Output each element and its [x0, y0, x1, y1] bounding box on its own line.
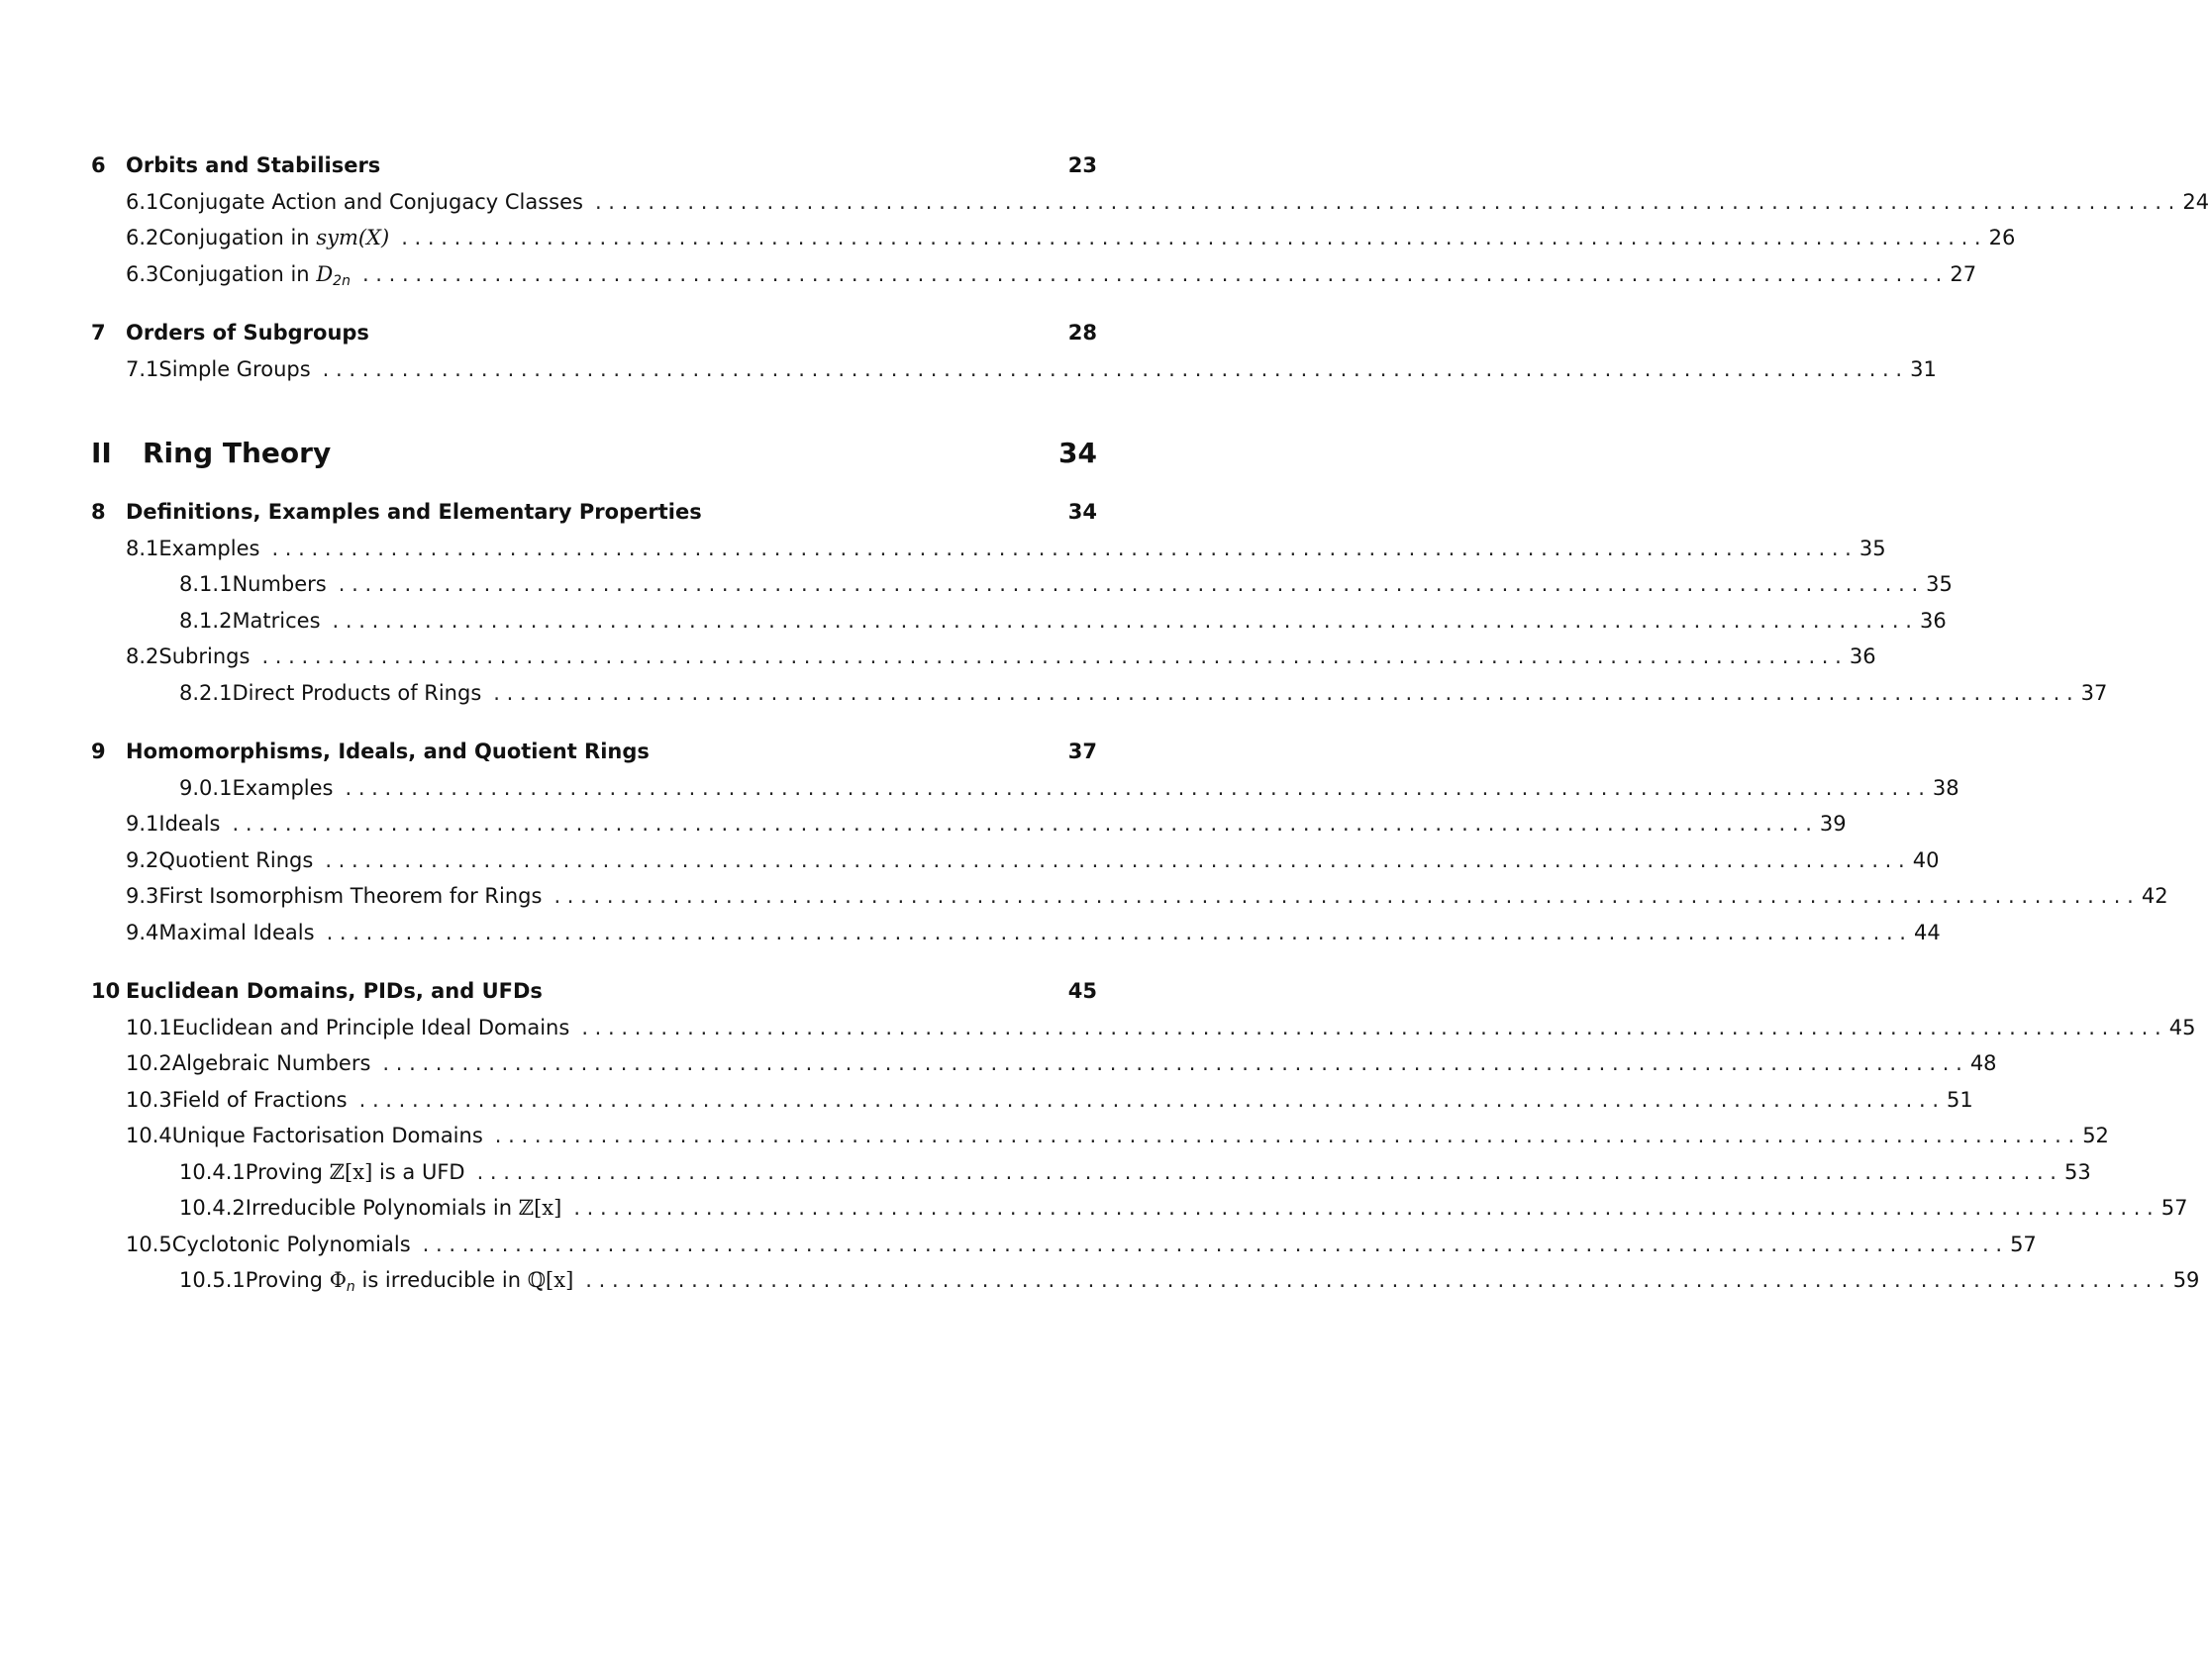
page-number: 45	[2168, 1015, 2196, 1039]
page-number: 24	[2182, 189, 2209, 214]
title-text: is a UFD	[378, 1159, 465, 1184]
dot-leader: . . . . . . . . . . . . . . . . . . . . . . . . . . . . . . . . . . . . . . . . . . . . . . . . . . . . . . . . . . . . . . . . . . . . . . . . . . . . . . . . . . . . . . . . . . . . . . . . . . . . . . . . . . . . . . . . . . . . . . . .	[553, 884, 2134, 908]
title-text: Proving	[245, 1268, 324, 1292]
subsection-number: 10.4.2	[179, 1196, 246, 1220]
toc-section-10-5[interactable]	[91, 1232, 2037, 1269]
subsection-number: 8.1.2	[179, 608, 233, 633]
section-title: Examples	[158, 536, 260, 560]
section-title: Field of Fractions	[171, 1087, 348, 1112]
toc-section-6-2[interactable]	[91, 226, 2016, 262]
spacer	[91, 298, 1097, 321]
page-number: 31	[1910, 356, 1937, 381]
page-number: 26	[1988, 226, 2016, 249]
section-title: Algebraic Numbers	[171, 1051, 371, 1075]
page-number: 35	[1858, 536, 1886, 560]
toc-section-10-3[interactable]	[91, 1087, 1973, 1125]
title-text: Conjugation in	[158, 261, 310, 286]
section-number: 10.5	[126, 1232, 172, 1256]
chapter-title: Orders of Subgroups	[126, 321, 369, 345]
toc-section-9-2[interactable]	[91, 847, 1940, 885]
section-number: 10.1	[126, 1015, 172, 1039]
chapter-number: 6	[91, 153, 106, 177]
dot-leader: . . . . . . . . . . . . . . . . . . . . . . . . . . . . . . . . . . . . . . . . . . . . . . . . . . . . . . . . . . . . . . . . . . . . . . . . . . . . . . . . . . . . . . . . . . . . . . . . . . . . . . . . . . . . . . . . . . . . . . . .	[232, 812, 1812, 836]
page-number: 42	[2141, 884, 2168, 908]
dot-leader: . . . . . . . . . . . . . . . . . . . . . . . . . . . . . . . . . . . . . . . . . . . . . . . . . . . . . . . . . . . . . . . . . . . . . . . . . . . . . . . . . . . . . . . . . . . . . . . . . . . . . . . . . . . . . . . . . . . . . . . .	[332, 608, 1912, 633]
part-number: II	[91, 437, 112, 469]
dot-leader: . . . . . . . . . . . . . . . . . . . . . . . . . . . . . . . . . . . . . . . . . . . . . . . . . . . . . . . . . . . . . . . . . . . . . . . . . . . . . . . . . . . . . . . . . . . . . . . . . . . . . . . . . . . . . . . . . . . . . . . .	[573, 1196, 2154, 1220]
dot-leader: . . . . . . . . . . . . . . . . . . . . . . . . . . . . . . . . . . . . . . . . . . . . . . . . . . . . . . . . . . . . . . . . . . . . . . . . . . . . . . . . . . . . . . . . . . . . . . . . . . . . . . . . . . . . . . . . . . . . . . . .	[594, 189, 2175, 214]
toc-section-10-1[interactable]	[91, 1015, 2196, 1052]
page-number: 53	[2063, 1159, 2091, 1184]
section-title: Cyclotonic Polynomials	[171, 1232, 411, 1256]
dot-leader: . . . . . . . . . . . . . . . . . . . . . . . . . . . . . . . . . . . . . . . . . . . . . . . . . . . . . . . . . . . . . . . . . . . . . . . . . . . . . . . . . . . . . . . . . . . . . . . . . . . . . . . . . . . . . . . . . . . . . . . .	[358, 1087, 1940, 1112]
chapter-title: Definitions, Examples and Elementary Properties	[126, 500, 702, 524]
page-number: 57	[2010, 1232, 2037, 1256]
toc-subsection-8-2-1[interactable]	[91, 680, 2108, 718]
dot-leader: . . . . . . . . . . . . . . . . . . . . . . . . . . . . . . . . . . . . . . . . . . . . . . . . . . . . . . . . . . . . . . . . . . . . . . . . . . . . . . . . . . . . . . . . . . . . . . . . . . . . . . . . . . . . . . . . . . . . . . . .	[338, 572, 1919, 596]
section-number: 8.2	[126, 644, 159, 668]
toc-section-10-2[interactable]	[91, 1051, 1997, 1088]
subsection-number: 8.1.1	[179, 572, 233, 596]
toc-section-9-4[interactable]	[91, 920, 1941, 957]
dot-leader: . . . . . . . . . . . . . . . . . . . . . . . . . . . . . . . . . . . . . . . . . . . . . . . . . . . . . . . . . . . . . . . . . . . . . . . . . . . . . . . . . . . . . . . . . . . . . . . . . . . . . . . . . . . . . . . . . . . . . . . .	[261, 644, 1842, 668]
page-number: 48	[1969, 1051, 1997, 1075]
chapter-title: Orbits and Stabilisers	[126, 153, 381, 177]
subsection-title	[246, 1196, 566, 1220]
math-subscript: n	[346, 1279, 355, 1295]
section-title: Simple Groups	[158, 356, 311, 381]
spacer	[91, 393, 1097, 437]
toc-section-7-1[interactable]	[91, 356, 1937, 394]
subsection-title: Numbers	[232, 572, 327, 596]
section-title: Maximal Ideals	[158, 920, 315, 944]
chapter-title: Euclidean Domains, PIDs, and UFDs	[126, 979, 543, 1003]
toc-subsection-10-4-1[interactable]	[91, 1159, 2091, 1197]
page-number: 37	[2080, 680, 2108, 705]
page-number: 51	[1947, 1087, 1973, 1112]
section-title	[158, 262, 354, 289]
toc-chapter-8[interactable]	[91, 500, 1097, 537]
dot-leader: . . . . . . . . . . . . . . . . . . . . . . . . . . . . . . . . . . . . . . . . . . . . . . . . . . . . . . . . . . . . . . . . . . . . . . . . . . . . . . . . . . . . . . . . . . . . . . . . . . . . . . . . . . . . . . . . . . . . . . . .	[581, 1015, 2161, 1039]
section-number: 10.2	[126, 1051, 172, 1075]
title-text: Irreducible Polynomials in	[245, 1196, 513, 1220]
section-number: 10.3	[126, 1087, 172, 1112]
toc-chapter-6[interactable]	[91, 153, 1097, 190]
section-title: Ideals	[158, 812, 221, 836]
chapter-number: 9	[91, 740, 106, 763]
section-title: First Isomorphism Theorem for Rings	[158, 884, 543, 908]
subsection-number: 9.0.1	[179, 775, 233, 800]
math-expression: ℤ[x]	[329, 1159, 373, 1184]
part-title: Ring Theory	[143, 437, 332, 469]
toc-subsection-8-1-1[interactable]	[91, 572, 1953, 609]
math-expression: D	[316, 261, 334, 286]
page-number: 40	[1912, 847, 1940, 872]
dot-leader: . . . . . . . . . . . . . . . . . . . . . . . . . . . . . . . . . . . . . . . . . . . . . . . . . . . . . . . . . . . . . . . . . . . . . . . . . . . . . . . . . . . . . . . . . . . . . . . . . . . . . . . . . . . . . . . . . . . . . . . .	[476, 1159, 2057, 1184]
subsection-title: Direct Products of Rings	[232, 680, 482, 705]
toc-section-8-2[interactable]	[91, 644, 1876, 681]
toc-chapter-7[interactable]	[91, 321, 1097, 357]
section-number: 9.4	[126, 920, 159, 944]
toc-subsection-10-5-1[interactable]	[91, 1268, 2200, 1305]
toc-section-6-3[interactable]	[91, 261, 1977, 299]
dot-leader: . . . . . . . . . . . . . . . . . . . . . . . . . . . . . . . . . . . . . . . . . . . . . . . . . . . . . . . . . . . . . . . . . . . . . . . . . . . . . . . . . . . . . . . . . . . . . . . . . . . . . . . . . . . . . . . . . . . . . . . .	[361, 261, 1943, 286]
section-number: 8.1	[126, 536, 159, 560]
page-number: 34	[1058, 437, 1097, 469]
math-expression: ℤ[x]	[518, 1196, 562, 1220]
section-number: 6.3	[126, 261, 159, 286]
section-title: Unique Factorisation Domains	[171, 1124, 483, 1147]
page-number: 28	[1067, 321, 1097, 345]
page-number: 52	[2082, 1124, 2109, 1147]
chapter-number: 10	[91, 979, 121, 1003]
toc-subsection-9-0-1[interactable]	[91, 775, 1959, 813]
page-number: 57	[2160, 1196, 2188, 1220]
toc-chapter-9[interactable]	[91, 740, 1097, 776]
toc-chapter-10[interactable]	[91, 979, 1097, 1016]
spacer	[91, 956, 1097, 979]
page-number: 37	[1067, 740, 1097, 763]
page-number: 59	[2172, 1268, 2200, 1292]
toc-subsection-10-4-2[interactable]	[91, 1196, 2188, 1233]
dot-leader: . . . . . . . . . . . . . . . . . . . . . . . . . . . . . . . . . . . . . . . . . . . . . . . . . . . . . . . . . . . . . . . . . . . . . . . . . . . . . . . . . . . . . . . . . . . . . . . . . . . . . . . . . . . . . . . . . . . . . . . .	[326, 920, 1906, 944]
dot-leader: . . . . . . . . . . . . . . . . . . . . . . . . . . . . . . . . . . . . . . . . . . . . . . . . . . . . . . . . . . . . . . . . . . . . . . . . . . . . . . . . . . . . . . . . . . . . . . . . . . . . . . . . . . . . . . . . . . . . . . . .	[345, 775, 1925, 800]
dot-leader: . . . . . . . . . . . . . . . . . . . . . . . . . . . . . . . . . . . . . . . . . . . . . . . . . . . . . . . . . . . . . . . . . . . . . . . . . . . . . . . . . . . . . . . . . . . . . . . . . . . . . . . . . . . . . . . . . . . . . . . .	[494, 1124, 2075, 1147]
dot-leader: . . . . . . . . . . . . . . . . . . . . . . . . . . . . . . . . . . . . . . . . . . . . . . . . . . . . . . . . . . . . . . . . . . . . . . . . . . . . . . . . . . . . . . . . . . . . . . . . . . . . . . . . . . . . . . . . . . . . . . . .	[585, 1268, 2165, 1292]
chapter-number: 8	[91, 500, 106, 524]
table-of-contents	[91, 153, 2209, 1305]
toc-section-8-1[interactable]	[91, 536, 1886, 573]
section-title	[158, 226, 393, 249]
dot-leader: . . . . . . . . . . . . . . . . . . . . . . . . . . . . . . . . . . . . . . . . . . . . . . . . . . . . . . . . . . . . . . . . . . . . . . . . . . . . . . . . . . . . . . . . . . . . . . . . . . . . . . . . . . . . . . . . . . . . . . . .	[322, 356, 1903, 381]
section-title: Subrings	[158, 644, 251, 668]
dot-leader: . . . . . . . . . . . . . . . . . . . . . . . . . . . . . . . . . . . . . . . . . . . . . . . . . . . . . . . . . . . . . . . . . . . . . . . . . . . . . . . . . . . . . . . . . . . . . . . . . . . . . . . . . . . . . . . . . . . . . . . .	[422, 1232, 2003, 1256]
page-number: 35	[1926, 572, 1953, 596]
toc-section-6-1[interactable]	[91, 189, 2209, 227]
page-number: 38	[1932, 775, 1959, 800]
math-expression: Φ	[329, 1268, 347, 1292]
subsection-title	[246, 1268, 577, 1295]
title-text: Proving	[245, 1159, 324, 1184]
section-title: Conjugate Action and Conjugacy Classes	[158, 189, 583, 214]
subsection-number: 8.2.1	[179, 680, 233, 705]
page-number: 34	[1067, 500, 1097, 524]
math-expression: sym(X)	[316, 226, 390, 249]
section-number: 9.3	[126, 884, 159, 908]
section-number: 6.1	[126, 189, 159, 214]
page-number: 44	[1913, 920, 1941, 944]
page-number: 39	[1819, 812, 1847, 836]
title-text: is irreducible in	[361, 1268, 522, 1292]
section-title: Euclidean and Principle Ideal Domains	[171, 1015, 570, 1039]
spacer	[91, 717, 1097, 740]
section-number: 9.1	[126, 812, 159, 836]
chapter-title: Homomorphisms, Ideals, and Quotient Rings	[126, 740, 650, 763]
subsection-number: 10.5.1	[179, 1268, 246, 1292]
page-number: 36	[1849, 644, 1876, 668]
toc-section-9-3[interactable]	[91, 884, 2168, 921]
section-number: 9.2	[126, 847, 159, 872]
subsection-title	[246, 1160, 469, 1184]
dot-leader: . . . . . . . . . . . . . . . . . . . . . . . . . . . . . . . . . . . . . . . . . . . . . . . . . . . . . . . . . . . . . . . . . . . . . . . . . . . . . . . . . . . . . . . . . . . . . . . . . . . . . . . . . . . . . . . . . . . . . . . .	[325, 847, 1905, 872]
dot-leader: . . . . . . . . . . . . . . . . . . . . . . . . . . . . . . . . . . . . . . . . . . . . . . . . . . . . . . . . . . . . . . . . . . . . . . . . . . . . . . . . . . . . . . . . . . . . . . . . . . . . . . . . . . . . . . . . . . . . . . . .	[271, 536, 1852, 560]
page-number: 23	[1067, 153, 1097, 177]
subsection-title: Examples	[232, 775, 334, 800]
section-number: 7.1	[126, 356, 159, 381]
toc-part-2[interactable]	[91, 437, 1097, 494]
section-number: 6.2	[126, 226, 159, 249]
chapter-number: 7	[91, 321, 106, 345]
subsection-title: Matrices	[232, 608, 321, 633]
page-number: 27	[1950, 261, 1977, 286]
subsection-number: 10.4.1	[179, 1159, 246, 1184]
dot-leader: . . . . . . . . . . . . . . . . . . . . . . . . . . . . . . . . . . . . . . . . . . . . . . . . . . . . . . . . . . . . . . . . . . . . . . . . . . . . . . . . . . . . . . . . . . . . . . . . . . . . . . . . . . . . . . . . . . . . . . . .	[401, 226, 1981, 249]
page-number: 45	[1067, 979, 1097, 1003]
math-subscript: 2n	[333, 272, 351, 289]
section-title: Quotient Rings	[158, 847, 314, 872]
toc-section-10-4[interactable]	[91, 1124, 2109, 1160]
dot-leader: . . . . . . . . . . . . . . . . . . . . . . . . . . . . . . . . . . . . . . . . . . . . . . . . . . . . . . . . . . . . . . . . . . . . . . . . . . . . . . . . . . . . . . . . . . . . . . . . . . . . . . . . . . . . . . . . . . . . . . . .	[493, 680, 2073, 705]
title-text: Conjugation in	[158, 226, 310, 249]
dot-leader: . . . . . . . . . . . . . . . . . . . . . . . . . . . . . . . . . . . . . . . . . . . . . . . . . . . . . . . . . . . . . . . . . . . . . . . . . . . . . . . . . . . . . . . . . . . . . . . . . . . . . . . . . . . . . . . . . . . . . . . .	[382, 1051, 1962, 1075]
math-expression: ℚ[x]	[527, 1268, 574, 1292]
toc-subsection-8-1-2[interactable]	[91, 608, 1947, 645]
section-number: 10.4	[126, 1124, 172, 1147]
page-number: 36	[1919, 608, 1947, 633]
toc-section-9-1[interactable]	[91, 812, 1847, 848]
